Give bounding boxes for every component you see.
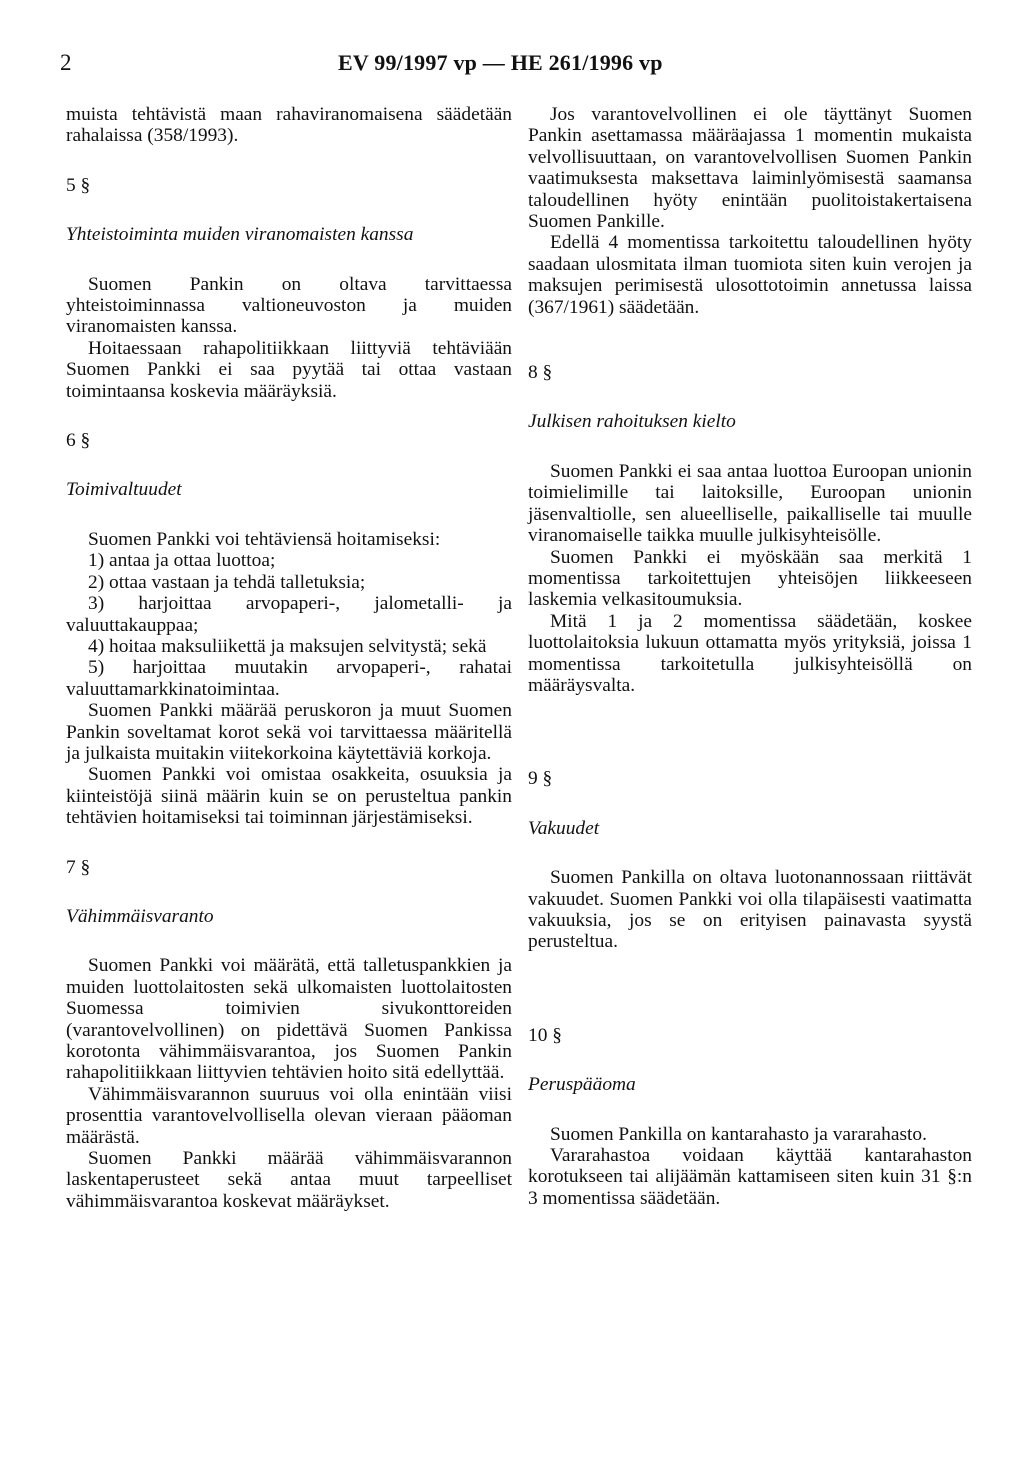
section-10-title: Peruspääoma — [528, 1074, 636, 1096]
section-6-paragraph-2: Suomen Pankki määrää peruskoron ja muut Suomen Pankin soveltamat korot sekä voi tarvittaessa määritellä ja julkaista muitakin viitekorkoina käytettäviä korkoja. — [66, 700, 512, 764]
right-intro-paragraph-1: Jos varantovelvollinen ei ole täyttänyt Suomen Pankin asettamassa määräajassa 1 momentin mukaista velvollisuuttaan, on varantovelvollisen Suomen Pankin vaatimuksesta maksettava laiminlyömisestä saamansa taloudellinen hyöty enintään puolitoistakertaisena Suomen Pankille. — [528, 104, 972, 233]
right-intro-paragraph-2: Edellä 4 momentissa tarkoitettu taloudellinen hyöty saadaan ulosmitata ilman tuomiota siten kuin verojen ja maksujen perimisestä ulosottotoimin annetussa laissa (367/1961) säädetään. — [528, 232, 972, 318]
section-6-number: 6 § — [66, 430, 91, 452]
section-8-title: Julkisen rahoituksen kielto — [528, 411, 736, 433]
section-7-paragraph-3: Suomen Pankki määrää vähimmäisvarannon laskentaperusteet sekä antaa muut tarpeelliset vähimmäisvarantoa koskevat määräykset. — [66, 1148, 512, 1212]
section-7-title: Vähimmäisvaranto — [66, 905, 214, 927]
section-8-paragraph-3: Mitä 1 ja 2 momentissa säädetään, koskee luottolaitoksia lukuun ottamatta myös yrityksiä, joissa 1 momentissa tarkoitetulla julkisyhteisöllä on määräysvalta. — [528, 610, 972, 696]
section-9-title: Vakuudet — [528, 817, 600, 839]
section-5-paragraph-2: Hoitaessaan rahapolitiikkaan liittyviä tehtäviään Suomen Pankki ei saa pyytää tai ottaa vastaan toimintaansa koskevia määräyksiä. — [66, 337, 512, 402]
page-header — [60, 50, 970, 86]
section-9-paragraph-1: Suomen Pankilla on oltava luotonannossaan riittävät vakuudet. Suomen Pankki voi olla tilapäisesti vaatimatta vakuuksia, jos se on erityisen painavasta syystä perusteltua. — [528, 867, 972, 953]
section-5-title: Yhteistoiminta muiden viranomaisten kanssa — [66, 224, 414, 246]
running-head: EV 99/1997 vp — HE 261/1996 vp — [338, 50, 663, 75]
section-8-paragraph-2: Suomen Pankki ei myöskään saa merkitä 1 momentissa tarkoitettujen yhteisöjen liikkeeseen laskemia velkasitoumuksia. — [528, 546, 972, 611]
section-9-number: 9 § — [528, 768, 553, 790]
left-column — [66, 104, 512, 1212]
section-6-list-item: 5) harjoittaa muutakin arvopaperi-, rahatai valuuttamarkkinatoimintaa. — [66, 657, 512, 700]
section-8-paragraph-1: Suomen Pankki ei saa antaa luottoa Euroopan unionin toimielimille tai laitoksille, Euroopan unionin jäsenvaltiolle, sen alueelliselle, paikalliselle tai muulle viranomaiselle taikka muulle julkisyhteisölle. — [528, 460, 972, 547]
section-7-paragraph-1: Suomen Pankki voi määrätä, että talletuspankkien ja muiden luottolaitosten sekä ulkomaisten luottolaitosten Suomessa toimivien sivukonttoreiden (varantovelvollinen) on pidettävä Suomen Pankissa korotonta vähimmäisvarantoa, jos Suomen Pankin rahapolitiikkaan liittyvien tehtävien hoito sitä edellyttää. — [66, 955, 512, 1084]
section-6-list-item: 4) hoitaa maksuliikettä ja maksujen selvitystä; sekä — [88, 635, 487, 657]
section-5-paragraph-1: Suomen Pankin on oltava tarvittaessa yhteistoiminnassa valtioneuvoston ja muiden viranomaisten kanssa. — [66, 273, 512, 338]
page-number: 2 — [60, 50, 72, 75]
section-6-paragraph-3: Suomen Pankki voi omistaa osakkeita, osuuksia ja kiinteistöjä siinä määrin kuin se on perusteltua pankin tehtävien hoitamiseksi tai toiminnan järjestämiseksi. — [66, 764, 512, 829]
section-6-list-item: 2) ottaa vastaan ja tehdä talletuksia; — [88, 571, 366, 593]
section-8-number: 8 § — [528, 362, 553, 384]
section-7-paragraph-2: Vähimmäisvarannon suuruus voi olla enintään viisi prosenttia varantovelvollisella olevan vieraan pääoman määrästä. — [66, 1083, 512, 1148]
section-6-list-item: 3) harjoittaa arvopaperi-, jalometalli- ja valuuttakauppaa; — [66, 593, 512, 636]
right-column — [528, 104, 972, 1209]
left-intro-paragraph: muista tehtävistä maan rahaviranomaisena säädetään rahalaissa (358/1993). — [66, 104, 512, 147]
section-10-paragraph-2: Vararahastoa voidaan käyttää kantarahaston korotukseen tai alijäämän kattamiseen siten kuin 31 §:n 3 momentissa säädetään. — [528, 1145, 972, 1209]
section-5-number: 5 § — [66, 174, 91, 196]
section-6-list-item: 1) antaa ja ottaa luottoa; — [88, 550, 276, 572]
section-6-title: Toimivaltuudet — [66, 479, 182, 501]
section-6-paragraph-1: Suomen Pankki voi tehtäviensä hoitamiseksi: — [88, 528, 441, 550]
section-10-number: 10 § — [528, 1024, 562, 1046]
section-7-number: 7 § — [66, 856, 91, 878]
section-10-paragraph-1: Suomen Pankilla on kantarahasto ja vararahasto. — [550, 1123, 927, 1145]
